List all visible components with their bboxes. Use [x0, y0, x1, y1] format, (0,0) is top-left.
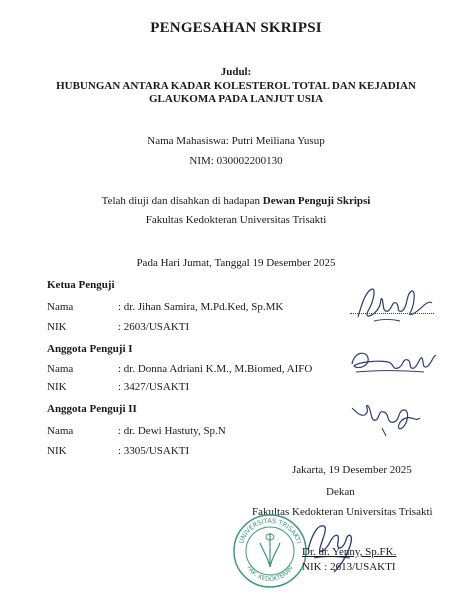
thesis-title-line2: GLAUKOMA PADA LANJUT USIA: [148, 93, 324, 105]
tested-board: Dewan Penguji Skripsi: [262, 195, 371, 207]
university-stamp: [232, 513, 308, 594]
examiner-role-member2: Anggota Penguji II: [47, 403, 137, 415]
examiner-chair-nik-label: NIK: [47, 321, 67, 333]
examiner-member1-nik: : 3427/USAKTI: [118, 381, 190, 393]
page-title: PENGESAHAN SKRIPSI: [150, 20, 322, 36]
examiner-member1-name-label: Nama: [47, 363, 74, 375]
thesis-title-line1: HUBUNGAN ANTARA KADAR KOLESTEROL TOTAL DAN KEJADIAN: [56, 80, 416, 92]
exam-date: Pada Hari Jumat, Tanggal 19 Desember 2025: [136, 257, 336, 269]
dean-name: Dr. dr. Yenny, Sp.FK.: [302, 546, 397, 558]
tested-prefix: Telah diuji dan disahkan di hadapan: [101, 195, 263, 207]
examiner-chair-name: : dr. Jihan Samira, M.Pd.Ked, Sp.MK: [118, 301, 284, 313]
examiner-role-member1: Anggota Penguji I: [47, 343, 133, 355]
student-nim: NIM: 030002200130: [189, 155, 283, 167]
examiner-member2-name: : dr. Dewi Hastuty, Sp.N: [118, 425, 226, 437]
dean-faculty: Fakultas Kedokteran Universitas Trisakti: [252, 506, 433, 518]
signature-member2-image: [346, 398, 428, 440]
thesis-title: [0, 80, 472, 106]
stamp-text-top: UNIVERSITAS TRISAKTI: [237, 516, 303, 545]
tested-statement: [0, 195, 472, 207]
examiner-member2-nik: : 3305/USAKTI: [118, 445, 190, 457]
examiner-chair-nik: : 2603/USAKTI: [118, 321, 190, 333]
examiner-member2-nik-label: NIK: [47, 445, 67, 457]
student-name: Nama Mahasiswa: Putri Meiliana Yusup: [147, 135, 325, 147]
signature-chair-image: [352, 283, 434, 327]
place-date: Jakarta, 19 Desember 2025: [292, 464, 412, 476]
examiner-member1-nik-label: NIK: [47, 381, 67, 393]
examiner-chair-name-label: Nama: [47, 301, 74, 313]
faculty-name: Fakultas Kedokteran Universitas Trisakti: [145, 214, 327, 226]
signature-member1-image: [348, 344, 438, 380]
dean-title: Dekan: [326, 486, 355, 498]
judul-label: Judul:: [220, 66, 252, 78]
dean-nik: NIK : 2613/USAKTI: [302, 561, 396, 573]
examiner-role-chair: Ketua Penguji: [47, 279, 115, 291]
examiner-member2-name-label: Nama: [47, 425, 74, 437]
stamp-text-bottom: FAK. KEDOKTERAN: [245, 564, 295, 584]
examiner-member1-name: : dr. Donna Adriani K.M., M.Biomed, AIFO: [118, 363, 313, 375]
svg-text:FAK. KEDOKTERAN: [245, 565, 294, 583]
